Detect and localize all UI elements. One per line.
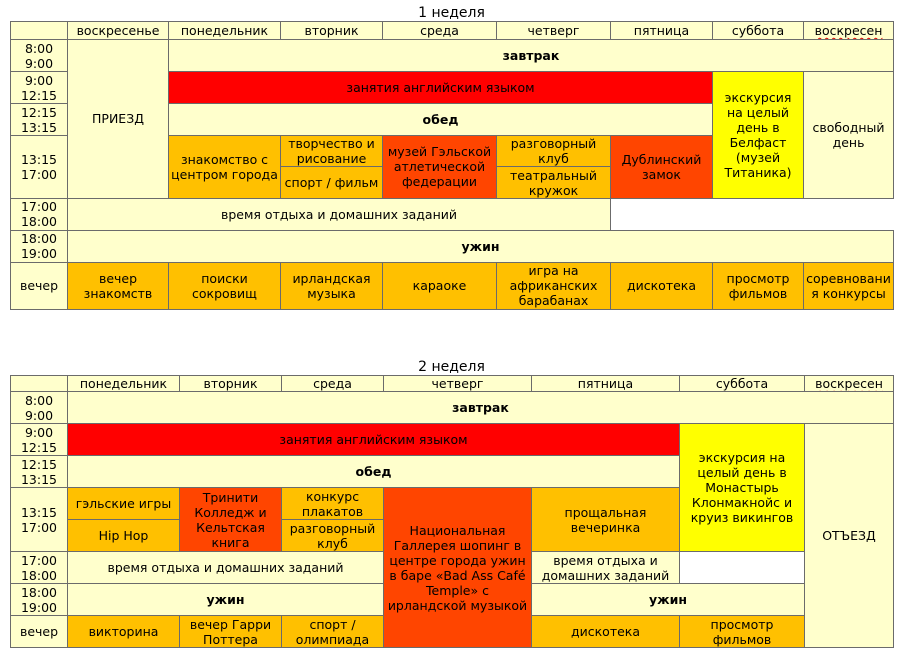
- time-slot: 9:00 12:15: [11, 424, 68, 456]
- week1-row-rest: [11, 198, 894, 230]
- week1-row-dinner: [11, 230, 894, 262]
- week2-day-header: суббота: [680, 376, 805, 392]
- evening-activity: игра на африканских барабанах: [497, 262, 611, 309]
- breakfast-cell: завтрак: [169, 40, 894, 72]
- activity-cell: театральный кружок: [497, 167, 611, 198]
- week2-corner-cell: [11, 376, 68, 392]
- time-slot: вечер: [11, 262, 68, 309]
- week2-day-header: вторник: [180, 376, 282, 392]
- evening-activity: просмотр фильмов: [680, 616, 805, 648]
- time-slot: 12:15 13:15: [11, 456, 68, 488]
- evening-activity: соревнования конкурсы: [804, 262, 894, 309]
- time-slot: 8:00 9:00: [11, 40, 68, 72]
- excursion-cell: экскурсия на целый день в Белфаст (музей Титаника): [713, 72, 804, 198]
- activity-cell: Дублинский замок: [611, 136, 713, 198]
- evening-activity: просмотр фильмов: [713, 262, 804, 309]
- evening-activity: караоке: [383, 262, 497, 309]
- week1-day-header: суббота: [713, 22, 804, 40]
- time-slot: 17:00 18:00: [11, 552, 68, 584]
- week1-corner-cell: [11, 22, 68, 40]
- week2-schedule-table: [10, 375, 894, 648]
- week1-day-header: четверг: [497, 22, 611, 40]
- week1-day-header: воскресен: [814, 23, 883, 39]
- time-slot: 13:15 17:00: [11, 136, 68, 198]
- time-slot: 13:15 17:00: [11, 488, 68, 552]
- free-day-cell: свободный день: [804, 72, 894, 198]
- activity-cell: конкурс плакатов: [282, 488, 384, 520]
- week1-day-header: понедельник: [169, 22, 281, 40]
- time-slot: вечер: [11, 616, 68, 648]
- week1-day-header: воскресенье: [68, 22, 169, 40]
- evening-activity: дискотека: [532, 616, 680, 648]
- thursday-block-cell: Национальная Галлерея шопинг в центре города ужин в баре «Bad Ass Café Temple» с ирландской музыкой: [384, 488, 532, 648]
- evening-activity: спорт / олимпиада: [282, 616, 384, 648]
- week2-header-row: [11, 376, 894, 392]
- evening-activity: вечер Гарри Поттера: [180, 616, 282, 648]
- time-slot: 9:00 12:15: [11, 72, 68, 104]
- evening-activity: поиски сокровищ: [169, 262, 281, 309]
- week1-header-row: [11, 22, 894, 40]
- activity-cell: музей Гэльской атлетической федерации: [383, 136, 497, 198]
- time-slot: 18:00 19:00: [11, 230, 68, 262]
- english-lessons-cell: занятия английским языком: [68, 424, 680, 456]
- week2-day-header: среда: [282, 376, 384, 392]
- excursion-text: экскурсия на целый день в Монастырь Клонмакнойс и круиз викингов: [690, 450, 794, 525]
- week2-row-english: [11, 424, 894, 456]
- evening-activity: викторина: [68, 616, 180, 648]
- week1-day-header: среда: [383, 22, 497, 40]
- activity-cell: Hip Hop: [68, 520, 180, 552]
- dinner-cell: ужин: [68, 230, 894, 262]
- time-slot: 18:00 19:00: [11, 584, 68, 616]
- rest-cell: время отдыха и домашних заданий: [532, 552, 680, 584]
- time-slot: 8:00 9:00: [11, 392, 68, 424]
- evening-activity: вечер знакомств: [68, 262, 169, 309]
- activity-cell: знакомство с центром города: [169, 136, 281, 198]
- week1-title: 1 неделя: [418, 5, 485, 21]
- activity-cell: прощальная вечеринка: [532, 488, 680, 552]
- departure-cell: ОТЪЕЗД: [805, 424, 894, 648]
- activity-cell: Тринити Колледж и Кельтская книга: [180, 488, 282, 552]
- week2-row-breakfast: [11, 392, 894, 424]
- evening-activity: ирландская музыка: [281, 262, 383, 309]
- week2-day-header: воскресен: [815, 376, 883, 391]
- week2-title: 2 неделя: [418, 359, 485, 375]
- week1-schedule-table: [10, 21, 894, 310]
- activity-cell: разговорный клуб: [282, 520, 384, 552]
- time-slot: 12:15 13:15: [11, 104, 68, 136]
- lunch-cell: обед: [169, 104, 713, 136]
- week2-day-header: понедельник: [68, 376, 180, 392]
- week1-day-header: пятница: [611, 22, 713, 40]
- excursion-cell: [680, 424, 805, 552]
- activity-cell: разговорный клуб: [497, 136, 611, 167]
- week1-day-header: вторник: [281, 22, 383, 40]
- week2-day-header: пятница: [532, 376, 680, 392]
- time-slot: 17:00 18:00: [11, 198, 68, 230]
- week1-row-breakfast: [11, 40, 894, 72]
- dinner-cell: ужин: [68, 584, 384, 616]
- arrival-cell: ПРИЕЗД: [68, 40, 169, 199]
- activity-cell: творчество и рисование: [281, 136, 383, 167]
- english-lessons-cell: занятия английским языком: [169, 72, 713, 104]
- breakfast-cell: завтрак: [68, 392, 894, 424]
- week1-row-evening: [11, 262, 894, 309]
- evening-activity: дискотека: [611, 262, 713, 309]
- rest-cell: время отдыха и домашних заданий: [68, 198, 611, 230]
- dinner-cell: ужин: [532, 584, 805, 616]
- lunch-cell: обед: [68, 456, 680, 488]
- activity-cell: гэльские игры: [68, 488, 180, 520]
- rest-cell: время отдыха и домашних заданий: [68, 552, 384, 584]
- activity-cell: спорт / фильм: [281, 167, 383, 198]
- week2-day-header: четверг: [384, 376, 532, 392]
